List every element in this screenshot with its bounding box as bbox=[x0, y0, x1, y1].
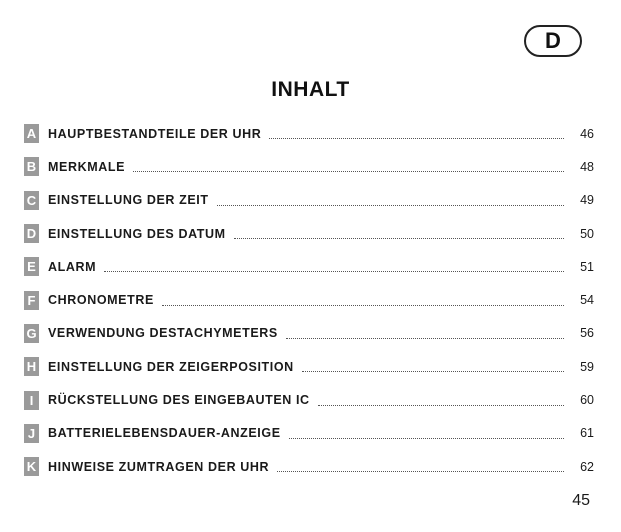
toc-letter-badge: K bbox=[24, 457, 39, 476]
toc-label: HINWEISE ZUMTRAGEN DER UHR bbox=[48, 459, 270, 474]
toc-page-number: 51 bbox=[580, 259, 594, 274]
toc-entry-j[interactable] bbox=[24, 417, 594, 450]
toc-page-number: 56 bbox=[580, 326, 594, 341]
dot-leader bbox=[217, 205, 564, 206]
dot-leader bbox=[162, 305, 564, 306]
toc-letter-badge: B bbox=[24, 157, 39, 176]
toc-label: EINSTELLUNG DES DATUM bbox=[48, 226, 226, 241]
toc-entry-g[interactable] bbox=[24, 317, 594, 350]
toc-letter-badge: H bbox=[24, 357, 39, 376]
dot-leader bbox=[289, 438, 564, 439]
toc-label: CHRONOMETRE bbox=[48, 293, 154, 308]
toc-letter-badge: C bbox=[24, 191, 39, 210]
toc-letter-badge: G bbox=[24, 324, 39, 343]
toc-letter-badge: J bbox=[24, 424, 39, 443]
toc-page-number: 61 bbox=[580, 426, 594, 441]
page-number: 45 bbox=[572, 492, 590, 509]
language-badge: D bbox=[524, 25, 582, 57]
toc-entry-k[interactable] bbox=[24, 450, 594, 483]
toc-entry-f[interactable] bbox=[24, 283, 594, 316]
toc-entry-d[interactable] bbox=[24, 217, 594, 250]
page-title: INHALT bbox=[271, 78, 350, 101]
toc-page-number: 60 bbox=[580, 393, 594, 408]
dot-leader bbox=[277, 471, 564, 472]
dot-leader bbox=[234, 238, 564, 239]
toc-letter-badge: A bbox=[24, 124, 39, 143]
toc-page-number: 48 bbox=[580, 159, 594, 174]
toc-entry-b[interactable] bbox=[24, 150, 594, 183]
toc-label: MERKMALE bbox=[48, 159, 126, 174]
toc-entry-i[interactable] bbox=[24, 383, 594, 416]
dot-leader bbox=[286, 338, 564, 339]
toc-label: EINSTELLUNG DER ZEIGERPOSITION bbox=[48, 359, 294, 374]
dot-leader bbox=[269, 138, 564, 139]
toc-letter-badge: I bbox=[24, 391, 39, 410]
toc-page-number: 54 bbox=[580, 293, 594, 308]
toc-label: RÜCKSTELLUNG DES EINGEBAUTEN IC bbox=[48, 393, 310, 408]
toc-entry-h[interactable] bbox=[24, 350, 594, 383]
toc-label: ALARM bbox=[48, 259, 97, 274]
toc-entry-a[interactable] bbox=[24, 117, 594, 150]
dot-leader bbox=[104, 271, 564, 272]
toc-label: BATTERIELEBENSDAUER-ANZEIGE bbox=[48, 426, 281, 441]
dot-leader bbox=[302, 371, 564, 372]
toc-page-number: 59 bbox=[580, 359, 594, 374]
toc-page-number: 50 bbox=[580, 226, 594, 241]
toc-page-number: 62 bbox=[580, 459, 594, 474]
toc-entry-c[interactable] bbox=[24, 184, 594, 217]
dot-leader bbox=[133, 171, 564, 172]
toc-page-number: 46 bbox=[580, 126, 594, 141]
toc-label: EINSTELLUNG DER ZEIT bbox=[48, 193, 209, 208]
toc-label: VERWENDUNG DESTACHYMETERS bbox=[48, 326, 278, 341]
table-of-contents bbox=[24, 117, 594, 483]
dot-leader bbox=[318, 405, 564, 406]
toc-letter-badge: E bbox=[24, 257, 39, 276]
toc-entry-e[interactable] bbox=[24, 250, 594, 283]
toc-letter-badge: D bbox=[24, 224, 39, 243]
toc-label: HAUPTBESTANDTEILE DER UHR bbox=[48, 126, 262, 141]
toc-letter-badge: F bbox=[24, 291, 39, 310]
toc-page-number: 49 bbox=[580, 193, 594, 208]
